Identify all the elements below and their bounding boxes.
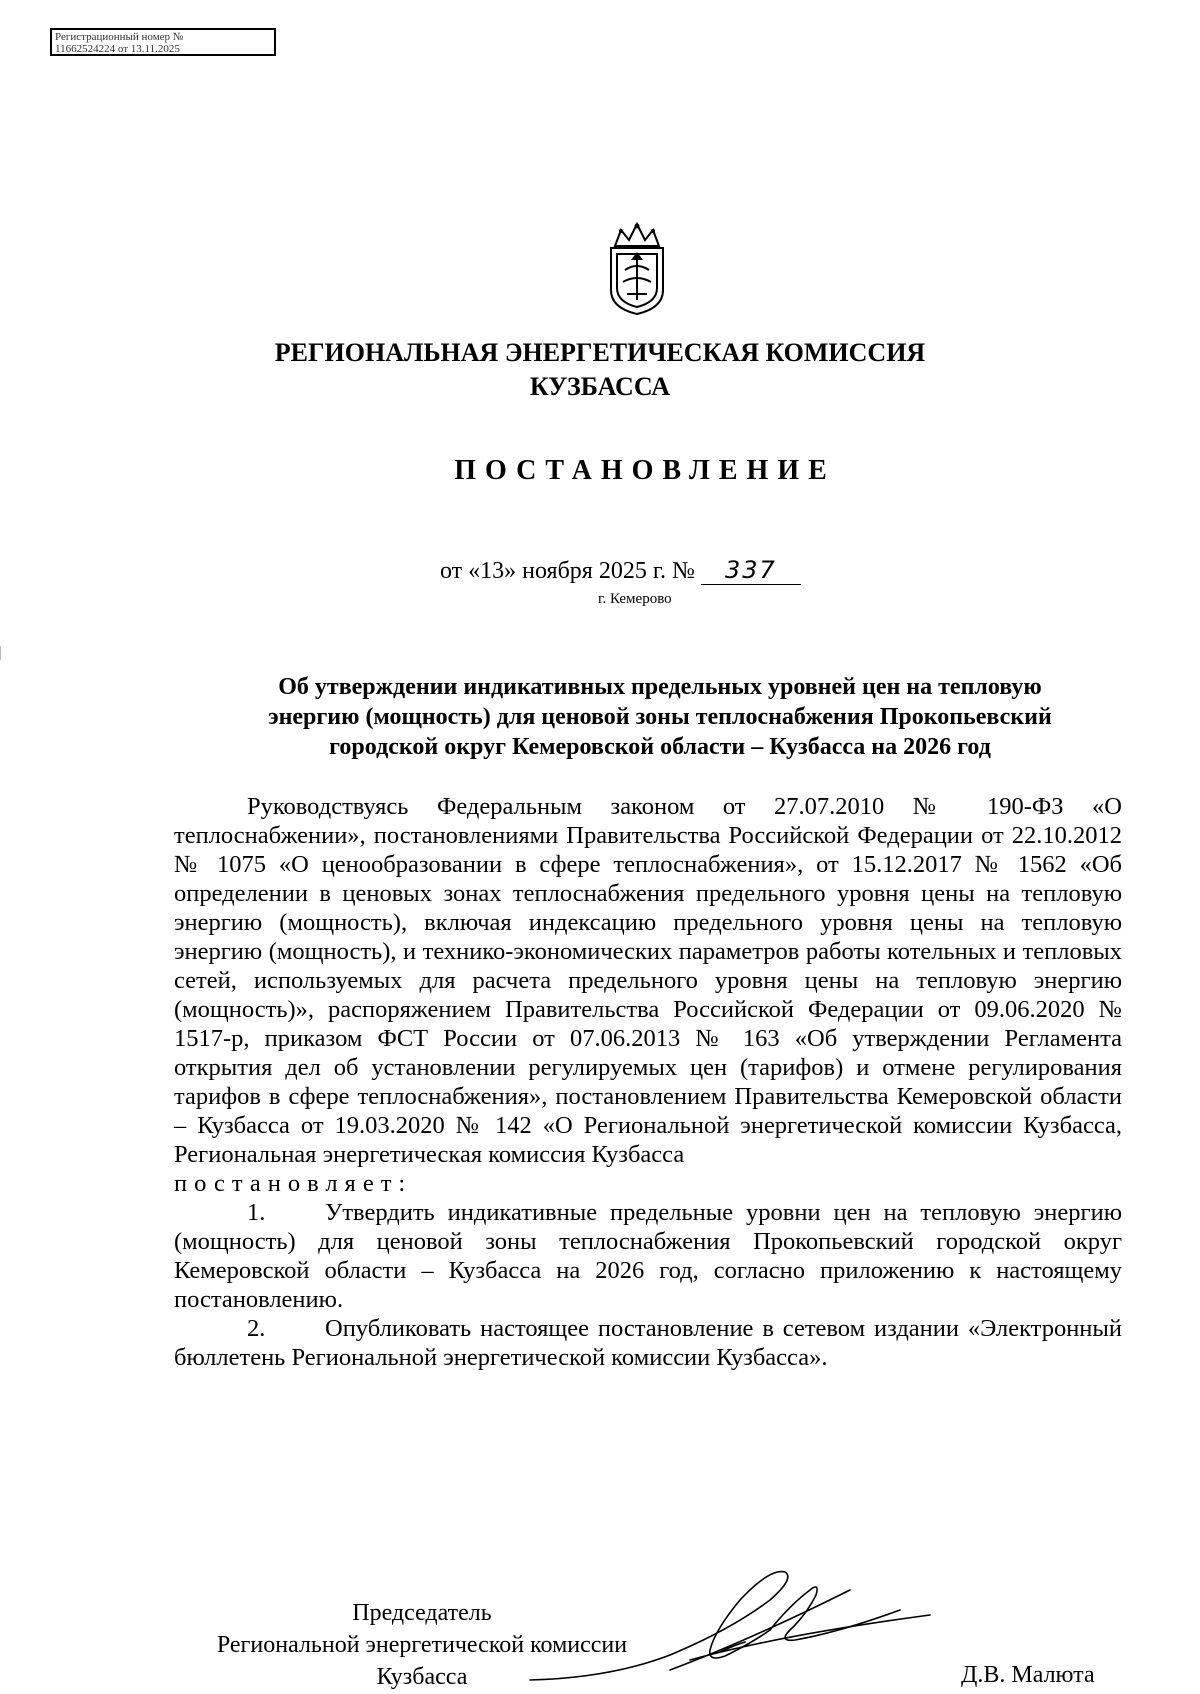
organization-name-line1: РЕГИОНАЛЬНАЯ ЭНЕРГЕТИЧЕСКАЯ КОМИССИЯ [274, 338, 926, 367]
item-text: Утвердить индикативные предельные уровни цен на тепловую энергию (мощность) для ценовой зоны теплоснабжения Прокопьевский городской округ Кемеровской области – Кузбасса на 2026 год, согласно приложению к настоящему постановлению. [174, 1199, 1122, 1313]
kuzbass-coat-of-arms-icon [601, 216, 673, 316]
item-text: Опубликовать настоящее постановление в сетевом издании «Электронный бюллетень Региональной энергетической комиссии Кузбасса». [174, 1315, 1122, 1371]
handwritten-signature [520, 1560, 940, 1690]
registration-stamp-line2: 11662524224 от 13.11.2025 [55, 43, 180, 55]
subject-line1: Об утверждении индикативных предельных уровней цен на тепловую [278, 674, 1042, 700]
list-item [174, 1198, 1122, 1314]
preamble: Руководствуясь Федеральным законом от 27.07.2010 № 190-ФЗ «О теплоснабжении», постановлениями Правительства Российской Федерации от 22.10.2012 № 1075 «О ценообразовании в сфере теплоснабжения», от 15.12.2017 № 1562 «Об определении в ценовых зонах теплоснабжения предельного уровня цены на тепловую энергию (мощность), включая индексацию предельного уровня цены на тепловую энергию (мощность), и технико-экономических параметров работы котельных и тепловых сетей, используемых для расчета предельного уровня цены на тепловую энергию (мощность)», распоряжением Правительства Российской Федерации от 09.06.2020 № 1517-р, приказом ФСТ России от 07.06.2013 № 163 «Об утверждении Регламента открытия дел об установлении регулируемых цен (тарифов) и отмене регулирования тарифов в сфере теплоснабжения», постановлением Правительства Кемеровской области – Кузбасса от 19.03.2020 № 142 «О Региональной энергетической комиссии Кузбасса, Региональная энергетическая комиссия Кузбасса [174, 793, 1122, 1168]
document-type: ПОСТАНОВЛЕНИЕ [454, 455, 836, 486]
decree-word: постановляет: [174, 1170, 413, 1197]
city: г. Кемерово [598, 591, 672, 607]
signatory-title-line1: Председатель [352, 1600, 492, 1626]
signatory-name: Д.В. Малюта [961, 1662, 1095, 1688]
list-item [174, 1314, 1122, 1372]
registration-stamp [50, 28, 276, 56]
signatory-title-line2: Региональной энергетической комиссии [216, 1632, 628, 1658]
item-number: 2. [247, 1315, 266, 1342]
document-body [174, 792, 1122, 1372]
document-subject [170, 672, 1150, 762]
date-text: от «13» ноября 2025 г. № [440, 558, 695, 584]
subject-line3: городской округ Кемеровской области – Кузбасса на 2026 год [329, 734, 991, 760]
scan-artifact [0, 646, 1, 660]
organization-name-line2: КУЗБАССА [529, 372, 671, 401]
item-number: 1. [247, 1199, 266, 1226]
document-number: 337 [701, 556, 801, 585]
registration-stamp-line1: Регистрационный номер № [55, 31, 184, 43]
signatory-title-line3: Кузбасса [376, 1664, 468, 1690]
organization-name [0, 336, 1200, 404]
subject-line2: энергию (мощность) для ценовой зоны теплоснабжения Прокопьевский [268, 704, 1052, 730]
date-line [440, 556, 801, 585]
